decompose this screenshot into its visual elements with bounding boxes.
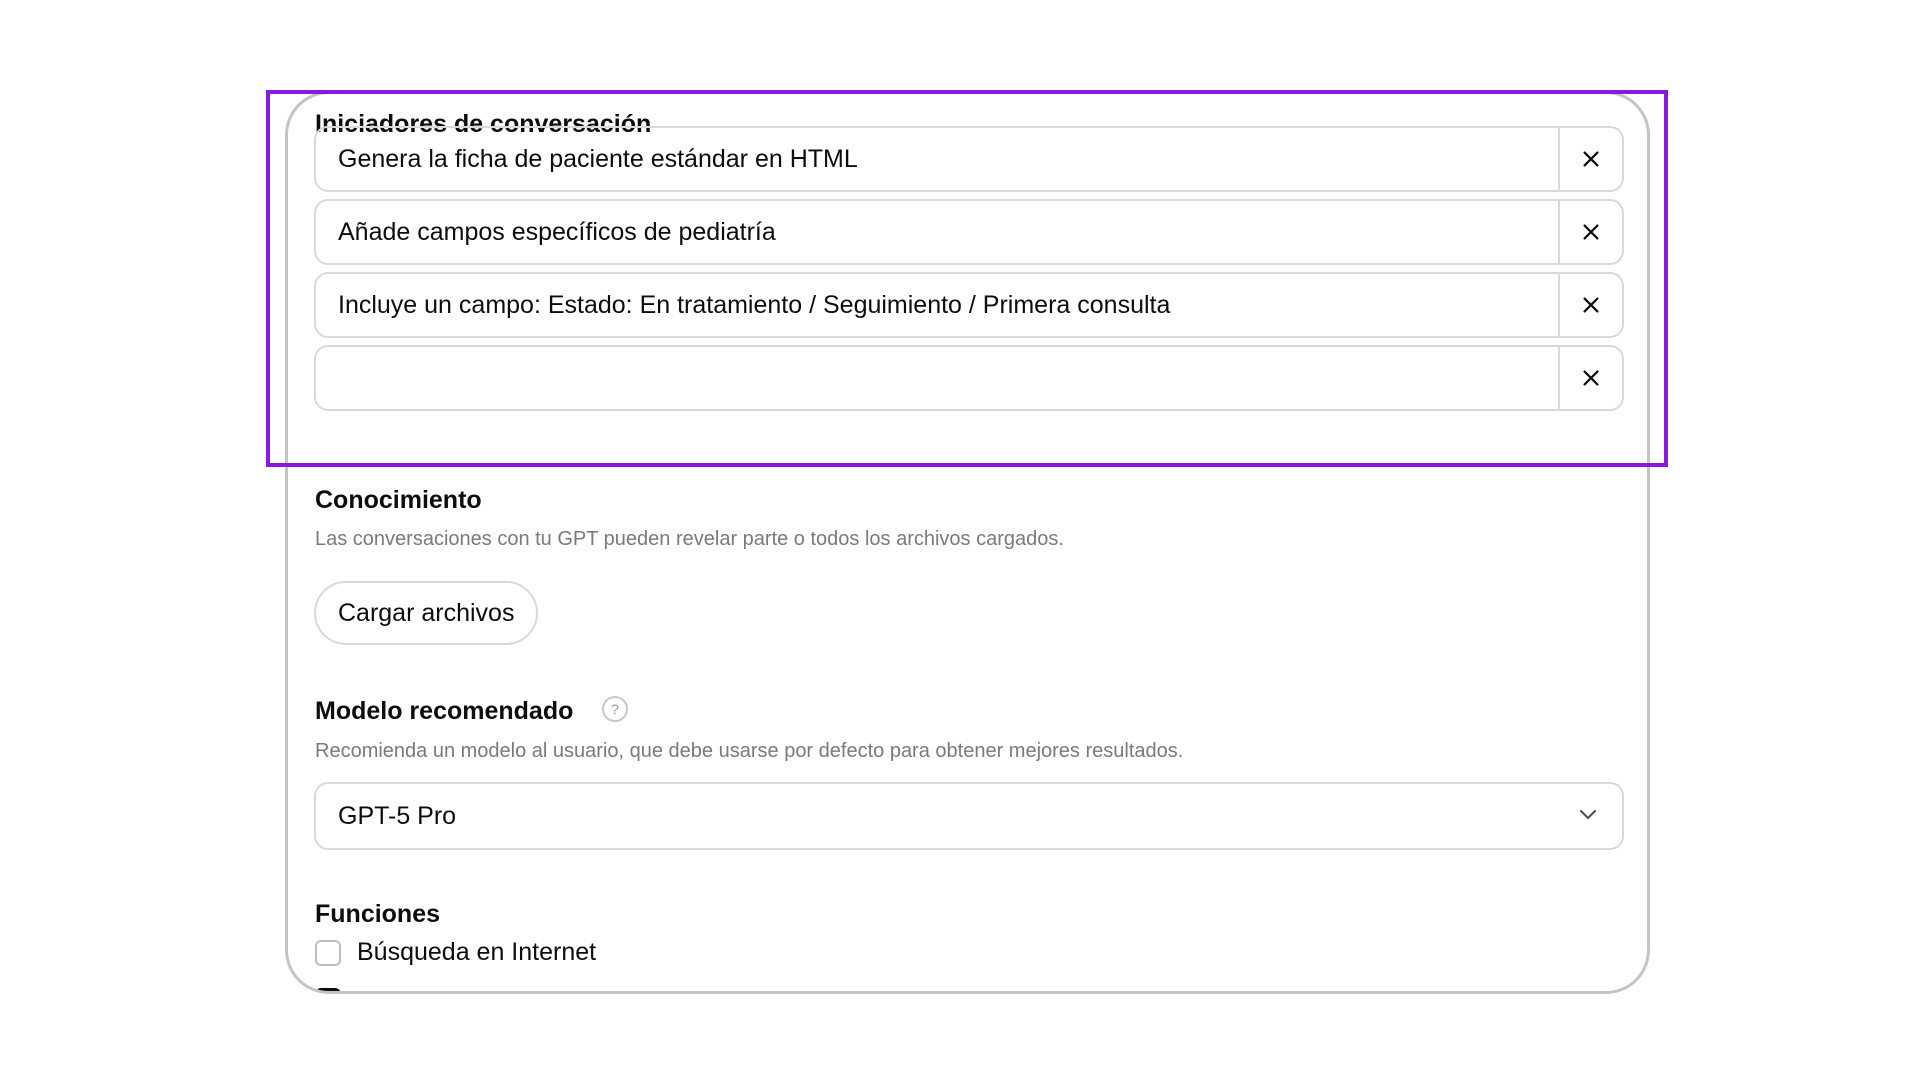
starter-input-2[interactable] bbox=[316, 201, 1558, 263]
starter-input-3[interactable] bbox=[316, 274, 1558, 336]
chevron-down-icon bbox=[1576, 802, 1600, 831]
knowledge-description: Las conversaciones con tu GPT pueden revelar parte o todos los archivos cargados. bbox=[315, 528, 1064, 550]
remove-starter-button-3[interactable] bbox=[1558, 274, 1622, 336]
remove-starter-button-4[interactable] bbox=[1558, 347, 1622, 409]
close-icon bbox=[1580, 148, 1602, 170]
starter-row-1 bbox=[314, 126, 1624, 192]
model-select[interactable] bbox=[314, 782, 1624, 850]
functions-title: Funciones bbox=[315, 900, 441, 928]
web-search-checkbox[interactable] bbox=[315, 940, 341, 966]
starter-input-1[interactable] bbox=[316, 128, 1558, 190]
close-icon bbox=[1580, 367, 1602, 389]
starter-input-4[interactable] bbox=[316, 347, 1558, 409]
starter-row-3 bbox=[314, 272, 1624, 338]
web-search-label: Búsqueda en Internet bbox=[357, 938, 597, 966]
model-select-value: GPT-5 Pro bbox=[338, 801, 457, 830]
remove-starter-button-1[interactable] bbox=[1558, 128, 1622, 190]
starters-title: Iniciadores de conversación bbox=[315, 110, 652, 138]
gpt-config-panel bbox=[285, 91, 1650, 994]
starter-row-4 bbox=[314, 345, 1624, 411]
starter-row-2 bbox=[314, 199, 1624, 265]
close-icon bbox=[1580, 294, 1602, 316]
model-title: Modelo recomendado bbox=[315, 697, 574, 725]
model-description: Recomienda un modelo al usuario, que debe usarse por defecto para obtener mejores resultados. bbox=[315, 740, 1184, 762]
function-item-2[interactable] bbox=[315, 988, 357, 994]
knowledge-title: Conocimiento bbox=[315, 486, 482, 514]
function-2-checkbox[interactable] bbox=[315, 988, 341, 994]
close-icon bbox=[1580, 221, 1602, 243]
function-web-search[interactable] bbox=[315, 938, 596, 967]
upload-files-button[interactable]: Cargar archivos bbox=[314, 581, 538, 645]
remove-starter-button-2[interactable] bbox=[1558, 201, 1622, 263]
help-circle-icon[interactable]: ? bbox=[602, 696, 628, 722]
